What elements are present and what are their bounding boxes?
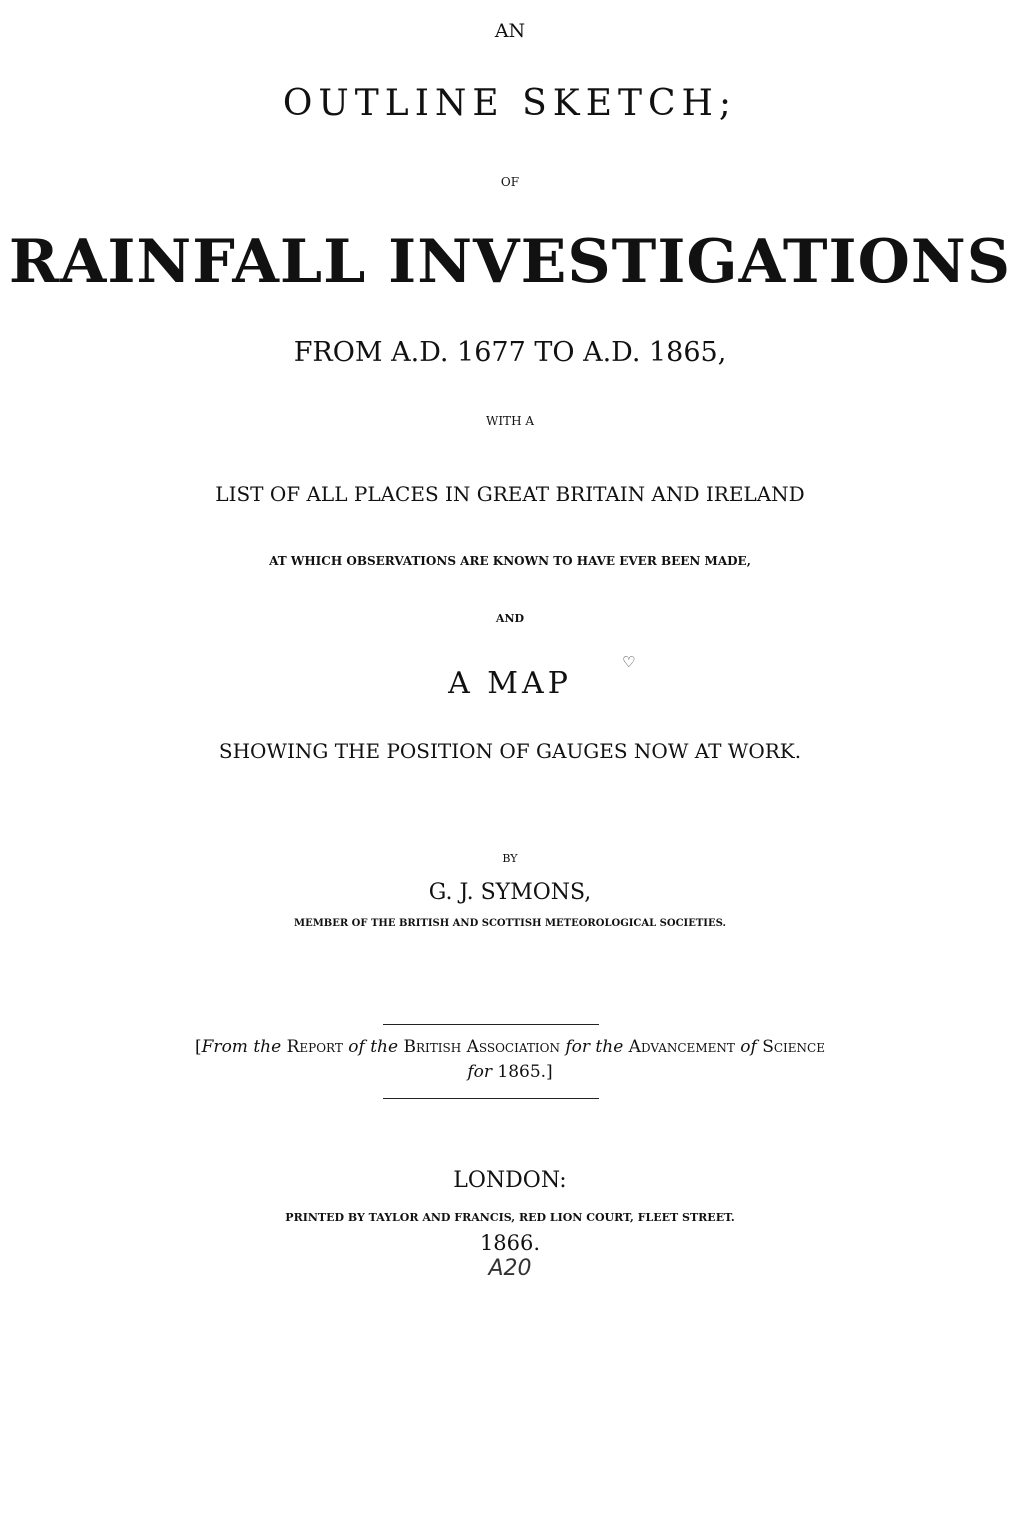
showing-line: SHOWING THE POSITION OF GAUGES NOW AT WORK. — [218, 739, 802, 763]
for-word: for — [467, 1062, 492, 1082]
for-the: for the — [565, 1037, 624, 1057]
top-rule — [383, 1024, 599, 1025]
handwritten-note: A20 — [488, 1256, 532, 1281]
science-word: Science — [762, 1037, 825, 1057]
list-line: LIST OF ALL PLACES IN GREAT BRITAIN AND IRELAND — [215, 482, 805, 506]
from-the: From the — [201, 1037, 282, 1057]
imprint-city: LONDON: — [453, 1168, 567, 1193]
bottom-rule — [383, 1098, 599, 1099]
source-note-line-1 — [0, 1039, 1020, 1056]
british-association: British Association — [403, 1037, 560, 1057]
observations-line: AT WHICH OBSERVATIONS ARE KNOWN TO HAVE EVER BEEN MADE, — [269, 554, 751, 568]
a-map: A MAP — [448, 666, 572, 701]
main-title: RAINFALL INVESTIGATIONS — [8, 227, 1012, 297]
report-word: Report — [286, 1037, 343, 1057]
with-a: WITH A — [485, 414, 535, 428]
title-outline-sketch: OUTLINE SKETCH; — [282, 83, 738, 124]
source-year: 1865.] — [497, 1062, 553, 1082]
date-range: FROM A.D. 1677 TO A.D. 1865, — [293, 337, 727, 368]
open-bracket: [ — [195, 1037, 202, 1057]
author-affiliation: MEMBER OF THE BRITISH AND SCOTTISH METEOROLOGICAL SOCIETIES. — [294, 918, 726, 929]
imprint-printer: PRINTED BY TAYLOR AND FRANCIS, RED LION COURT, FLEET STREET. — [285, 1211, 735, 1224]
advancement-word: Advancement — [628, 1037, 735, 1057]
and-line: AND — [495, 612, 525, 625]
of-the: of the — [348, 1037, 399, 1057]
title-an: AN — [494, 20, 526, 42]
by-line: BY — [502, 852, 518, 865]
library-stamp-mark: ♡ — [622, 653, 636, 671]
of-word: of — [740, 1037, 757, 1057]
title-of: OF — [500, 175, 520, 189]
imprint-year: 1866. — [479, 1231, 541, 1255]
author-name: G. J. SYMONS, — [428, 880, 592, 905]
source-note-line-2 — [0, 1064, 1020, 1081]
